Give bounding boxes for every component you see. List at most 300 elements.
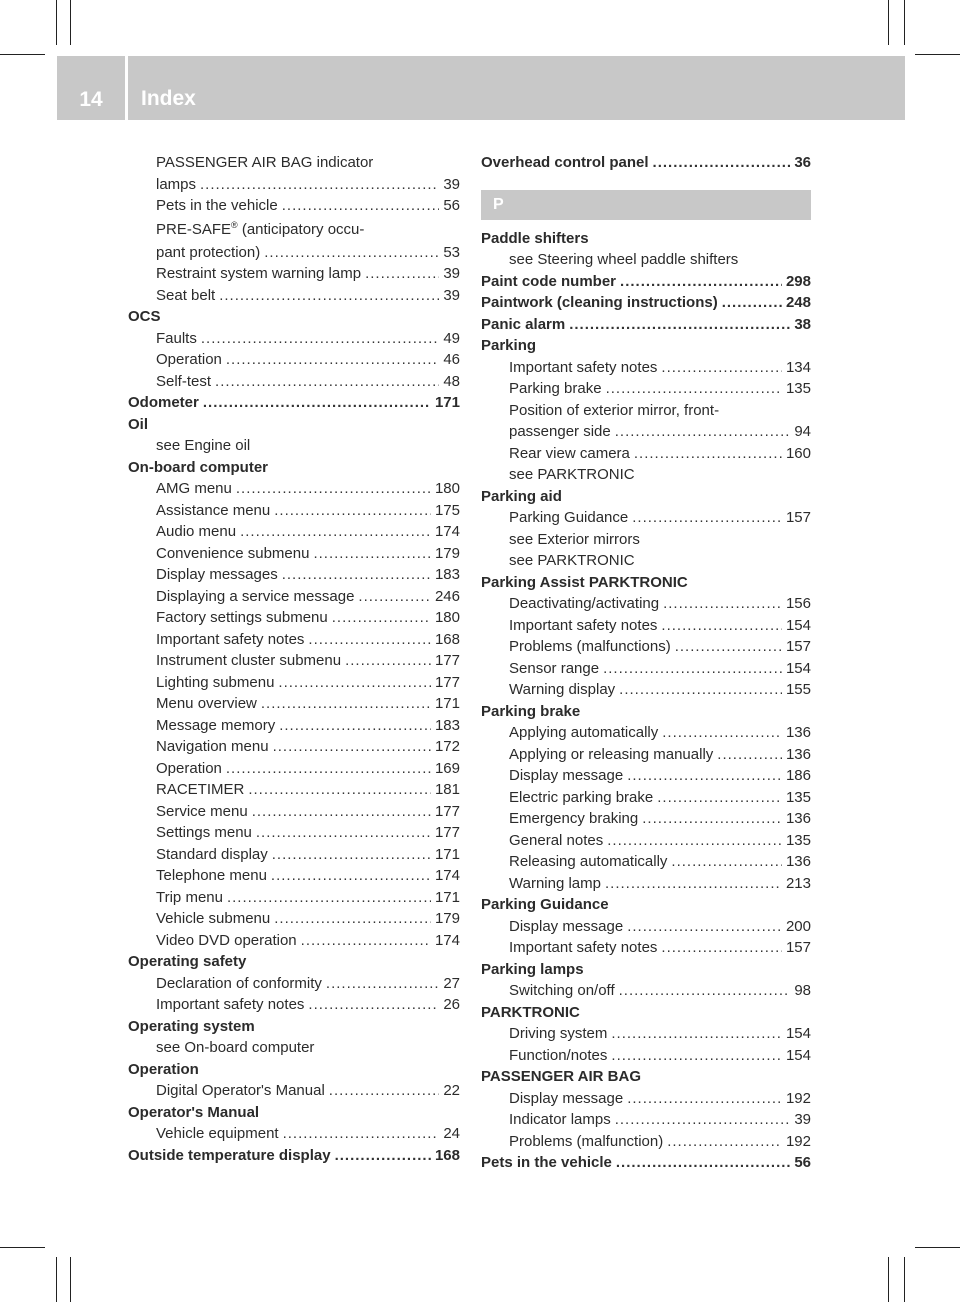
page-number: 14 <box>79 88 103 111</box>
entry-label: Operating system <box>128 1017 255 1035</box>
page-ref: 39 <box>443 265 460 282</box>
entry-label: Important safety notes <box>509 616 658 634</box>
page-ref: 172 <box>434 738 460 755</box>
dot-leader <box>611 1045 782 1067</box>
page-ref: 171 <box>434 888 460 906</box>
page-ref: 46 <box>443 351 460 368</box>
page-ref: 180 <box>434 609 460 626</box>
index-subentry <box>128 973 460 995</box>
index-entry <box>128 951 460 973</box>
entry-label: Driving system <box>509 1025 608 1042</box>
entry-label: Factory settings submenu <box>156 609 328 626</box>
index-subentry <box>128 217 460 242</box>
page-ref: 213 <box>785 874 811 892</box>
index-subentry <box>481 744 811 766</box>
index-entry <box>481 292 811 314</box>
entry-label: Outside temperature display <box>128 1146 331 1164</box>
entry-label: Convenience submenu <box>156 544 310 562</box>
page-ref: 48 <box>443 372 460 390</box>
dot-leader <box>627 1088 782 1110</box>
dot-leader <box>671 851 782 873</box>
dot-leader <box>273 736 431 758</box>
entry-label: Display message <box>509 917 624 935</box>
page-ref: 94 <box>794 423 811 440</box>
page-ref: 154 <box>785 659 811 677</box>
dot-leader <box>675 636 782 658</box>
entry-label: Overhead control panel <box>481 154 649 171</box>
index-entry <box>128 1059 460 1081</box>
index-subentry <box>481 1023 811 1045</box>
index-subentry <box>481 1045 811 1067</box>
dot-leader <box>308 994 439 1016</box>
index-subentry <box>481 658 811 680</box>
index-subentry <box>128 328 460 350</box>
dot-leader <box>657 787 782 809</box>
page-ref: 192 <box>785 1132 811 1150</box>
index-entry <box>481 314 811 336</box>
page-ref: 177 <box>434 802 460 820</box>
entry-label: Seat belt <box>156 286 216 304</box>
entry-label: Audio menu <box>156 523 237 540</box>
dot-leader <box>653 152 791 174</box>
page-ref: 183 <box>434 566 460 583</box>
entry-label: pant protection) <box>156 243 261 261</box>
entry-label: Parking Guidance <box>509 509 629 526</box>
dot-leader <box>226 758 431 780</box>
index-subentry <box>481 851 811 873</box>
index-subentry <box>481 787 811 809</box>
entry-label: lamps <box>156 175 197 193</box>
entry-label: Emergency braking <box>509 810 639 827</box>
index-subentry <box>481 593 811 615</box>
dot-leader <box>226 349 439 371</box>
dot-leader <box>301 930 431 952</box>
dot-leader <box>627 765 782 787</box>
page-ref: 136 <box>785 724 811 741</box>
entry-label: Parking Guidance <box>481 896 609 913</box>
index-entry <box>128 306 460 328</box>
dot-leader <box>215 371 439 393</box>
index-column-left <box>128 152 460 1166</box>
entry-label: see Engine oil <box>156 437 251 454</box>
page-ref: 179 <box>434 910 460 927</box>
page-ref: 174 <box>434 523 460 540</box>
dot-leader <box>667 1131 782 1153</box>
page-ref: 22 <box>443 1082 460 1099</box>
entry-label: see Exterior mirrors <box>509 530 640 548</box>
crop-mark <box>70 1257 71 1302</box>
page-ref: 136 <box>785 853 811 870</box>
dot-leader <box>248 779 431 801</box>
entry-label: Paint code number <box>481 272 617 290</box>
dot-leader <box>605 873 782 895</box>
crop-mark <box>888 0 889 45</box>
entry-label: Warning lamp <box>509 874 601 892</box>
dot-leader <box>615 1109 791 1131</box>
dot-leader <box>661 937 782 959</box>
index-subentry <box>481 464 811 486</box>
page-ref: 134 <box>785 358 811 376</box>
entry-label: Paintwork (cleaning instructions) <box>481 294 718 311</box>
page-ref: 157 <box>785 509 811 526</box>
page-ref: 169 <box>434 759 460 777</box>
entry-label: Instrument cluster submenu <box>156 652 342 669</box>
entry-label: Switching on/off <box>509 982 615 999</box>
index-entry <box>481 1152 811 1174</box>
page-ref: 171 <box>434 845 460 863</box>
entry-label: Odometer <box>128 394 199 411</box>
page-ref: 180 <box>434 480 460 497</box>
entry-label: Faults <box>156 329 197 347</box>
entry-label: Parking Assist PARKTRONIC <box>481 573 688 591</box>
page-ref: 168 <box>434 1146 460 1164</box>
page-ref: 156 <box>785 595 811 612</box>
entry-label: Oil <box>128 415 149 433</box>
entry-label: Applying automatically <box>509 724 659 741</box>
index-letter-heading: P <box>481 190 811 220</box>
index-subentry <box>128 1037 460 1059</box>
index-entry <box>481 959 811 981</box>
entry-label: Problems (malfunction) <box>509 1132 664 1150</box>
dot-leader <box>607 830 782 852</box>
page-ref: 157 <box>785 638 811 655</box>
dot-leader <box>272 844 431 866</box>
entry-label: Digital Operator's Manual <box>156 1082 325 1099</box>
index-subentry <box>481 421 811 443</box>
dot-leader <box>274 908 431 930</box>
dot-leader <box>332 607 431 629</box>
entry-label: Rear view camera <box>509 444 630 462</box>
entry-label: Vehicle equipment <box>156 1125 279 1142</box>
dot-leader <box>619 679 782 701</box>
index-subentry <box>128 586 460 608</box>
entry-label: Display message <box>509 767 624 784</box>
index-subentry <box>128 715 460 737</box>
entry-label: Display message <box>509 1089 624 1107</box>
page-ref: 177 <box>434 824 460 841</box>
page-ref: 39 <box>794 1111 811 1128</box>
entry-label: Releasing automatically <box>509 853 668 870</box>
page-ref: 175 <box>434 501 460 519</box>
dot-leader <box>203 392 431 414</box>
entry-label: PASSENGER AIR BAG indicator <box>156 154 374 171</box>
dot-leader <box>569 314 790 336</box>
index-subentry <box>481 1131 811 1153</box>
dot-leader <box>335 1145 431 1167</box>
entry-label: General notes <box>509 831 604 849</box>
page-ref: 246 <box>434 587 460 605</box>
dot-leader <box>663 593 782 615</box>
entry-label: Settings menu <box>156 824 252 841</box>
dot-leader <box>365 263 439 285</box>
entry-label: Video DVD operation <box>156 931 297 949</box>
index-subentry <box>128 908 460 930</box>
dot-leader <box>201 328 439 350</box>
page-ref: 24 <box>443 1125 460 1142</box>
entry-label: AMG menu <box>156 480 232 497</box>
dot-leader <box>634 443 782 465</box>
entry-label: Important safety notes <box>156 630 305 648</box>
page-ref: 154 <box>785 1025 811 1042</box>
page-ref: 186 <box>785 767 811 784</box>
page-ref: 298 <box>785 272 811 290</box>
page-ref: 177 <box>434 652 460 669</box>
index-subentry <box>481 830 811 852</box>
entry-label: Restraint system warning lamp <box>156 265 362 282</box>
index-entry <box>481 572 811 594</box>
entry-label: Operation <box>156 759 222 777</box>
page-ref: 171 <box>434 394 460 411</box>
crop-mark <box>0 54 45 55</box>
index-subentry <box>128 736 460 758</box>
page-ref: 39 <box>443 175 460 193</box>
entry-label: Indicator lamps <box>509 1111 611 1128</box>
index-entry <box>128 1016 460 1038</box>
page-ref: 154 <box>785 1046 811 1064</box>
index-subentry <box>481 529 811 551</box>
entry-label: Declaration of conformity <box>156 974 322 992</box>
dot-leader <box>278 672 431 694</box>
index-subentry <box>128 693 460 715</box>
dot-leader <box>662 722 782 744</box>
entry-label: Pets in the vehicle <box>156 197 278 214</box>
index-subentry <box>128 371 460 393</box>
dot-leader <box>603 658 782 680</box>
dot-leader <box>271 865 431 887</box>
page-ref: 136 <box>785 810 811 827</box>
index-entry <box>481 271 811 293</box>
index-subentry <box>128 801 460 823</box>
index-subentry <box>128 521 460 543</box>
dot-leader <box>717 744 782 766</box>
page-ref: 27 <box>443 974 460 992</box>
entry-label: Parking aid <box>481 487 562 505</box>
page-ref: 155 <box>785 681 811 698</box>
index-subentry <box>481 249 811 271</box>
index-column-right <box>481 152 811 1174</box>
index-entry <box>481 228 811 250</box>
page-ref: 181 <box>434 781 460 798</box>
entry-label: On-board computer <box>128 458 269 476</box>
index-entry <box>481 894 811 916</box>
entry-label: Lighting submenu <box>156 673 275 691</box>
index-subentry <box>128 478 460 500</box>
dot-leader <box>236 478 431 500</box>
dot-leader <box>282 195 440 217</box>
page-ref: 56 <box>794 1154 811 1171</box>
dot-leader <box>274 500 431 522</box>
entry-label: Deactivating/activating <box>509 595 660 612</box>
index-subentry <box>128 564 460 586</box>
page-ref: 135 <box>785 380 811 397</box>
dot-leader <box>283 1123 440 1145</box>
entry-label: Assistance menu <box>156 501 271 519</box>
entry-label: Parking brake <box>509 380 602 397</box>
index-subentry <box>128 263 460 285</box>
page-ref: 174 <box>434 867 460 884</box>
entry-label: see On-board computer <box>156 1039 315 1056</box>
page-ref: 135 <box>785 831 811 849</box>
dot-leader <box>642 808 782 830</box>
dot-leader <box>313 543 431 565</box>
index-entry <box>481 335 811 357</box>
index-subentry <box>481 808 811 830</box>
entry-label: Function/notes <box>509 1046 608 1064</box>
index-subentry <box>481 615 811 637</box>
entry-label: Self-test <box>156 372 212 390</box>
dot-leader <box>329 1080 440 1102</box>
page-ref: 200 <box>785 917 811 935</box>
index-subentry <box>128 650 460 672</box>
dot-leader <box>326 973 439 995</box>
entry-label: passenger side <box>509 423 611 440</box>
page-ref: 36 <box>794 154 811 171</box>
index-subentry <box>128 758 460 780</box>
page-ref: 56 <box>443 197 460 214</box>
crop-mark <box>56 1257 57 1302</box>
index-subentry <box>481 550 811 572</box>
index-subentry <box>128 435 460 457</box>
index-subentry <box>128 865 460 887</box>
index-subentry <box>128 629 460 651</box>
section-title: Index <box>141 87 196 110</box>
page-ref: 179 <box>434 544 460 562</box>
entry-label: Electric parking brake <box>509 788 654 806</box>
page-header <box>57 56 905 120</box>
index-subentry <box>128 195 460 217</box>
index-subentry <box>128 500 460 522</box>
page-ref: 171 <box>434 695 460 712</box>
entry-label: Menu overview <box>156 695 257 712</box>
index-subentry <box>128 822 460 844</box>
entry-label: Standard display <box>156 845 268 863</box>
index-subentry <box>481 400 811 422</box>
entry-label: Paddle shifters <box>481 229 589 247</box>
entry-label: PASSENGER AIR BAG <box>481 1068 642 1085</box>
page-ref: 192 <box>785 1089 811 1107</box>
index-subentry <box>481 937 811 959</box>
index-subentry <box>128 174 460 196</box>
entry-label: Operating safety <box>128 953 247 970</box>
index-subentry <box>481 1109 811 1131</box>
dot-leader <box>661 357 782 379</box>
crop-mark <box>70 0 71 45</box>
index-entry <box>128 1102 460 1124</box>
entry-label: Parking <box>481 337 537 354</box>
index-entry <box>128 392 460 414</box>
index-subentry <box>128 242 460 264</box>
entry-label: PRE-SAFE® (anticipatory occu- <box>156 219 365 238</box>
crop-mark <box>915 54 960 55</box>
dot-leader <box>240 521 431 543</box>
entry-label: Panic alarm <box>481 315 566 333</box>
index-subentry <box>128 1080 460 1102</box>
dot-leader <box>252 801 431 823</box>
entry-label: Telephone menu <box>156 867 267 884</box>
dot-leader <box>227 887 431 909</box>
crop-mark <box>915 1247 960 1248</box>
index-subentry <box>481 916 811 938</box>
index-subentry <box>481 636 811 658</box>
index-subentry <box>128 844 460 866</box>
entry-label: Vehicle submenu <box>156 910 271 927</box>
dot-leader <box>615 421 791 443</box>
index-entry <box>481 701 811 723</box>
entry-label: Display messages <box>156 566 278 583</box>
dot-leader <box>219 285 439 307</box>
page-ref: 49 <box>443 329 460 347</box>
page-ref: 154 <box>785 616 811 634</box>
dot-leader <box>345 650 431 672</box>
index-subentry <box>481 980 811 1002</box>
crop-mark <box>0 1247 45 1248</box>
dot-leader <box>606 378 782 400</box>
crop-mark <box>904 0 905 45</box>
index-subentry <box>128 285 460 307</box>
entry-label: Parking brake <box>481 702 581 720</box>
page-ref: 157 <box>785 939 811 956</box>
entry-label: see Steering wheel paddle shifters <box>509 251 739 268</box>
entry-label: Important safety notes <box>156 996 305 1013</box>
index-entry <box>128 414 460 436</box>
page-ref: 53 <box>443 243 460 261</box>
dot-leader <box>200 174 439 196</box>
index-subentry <box>128 349 460 371</box>
entry-label: Message memory <box>156 716 276 734</box>
entry-label: PARKTRONIC <box>481 1003 580 1021</box>
index-entry <box>481 486 811 508</box>
index-subentry <box>128 607 460 629</box>
header-divider <box>125 56 128 120</box>
dot-leader <box>616 1152 790 1174</box>
index-subentry <box>128 994 460 1016</box>
entry-label: Sensor range <box>509 659 600 677</box>
dot-leader <box>620 271 782 293</box>
entry-label: RACETIMER <box>156 781 245 798</box>
dot-leader <box>282 564 431 586</box>
entry-label: Service menu <box>156 802 248 820</box>
entry-label: Displaying a service message <box>156 587 355 605</box>
index-entry <box>128 457 460 479</box>
index-subentry <box>128 930 460 952</box>
index-subentry <box>481 507 811 529</box>
entry-label: Operation <box>156 351 222 368</box>
page-ref: 98 <box>794 982 811 999</box>
index-subentry <box>128 543 460 565</box>
dot-leader <box>256 822 431 844</box>
entry-label: Navigation menu <box>156 738 269 755</box>
entry-label: Position of exterior mirror, front- <box>509 401 720 419</box>
dot-leader <box>661 615 782 637</box>
page-ref: 174 <box>434 931 460 949</box>
entry-label: Applying or releasing manually <box>509 745 714 763</box>
dot-leader <box>722 292 782 314</box>
index-subentry <box>481 873 811 895</box>
page-ref: 160 <box>785 444 811 462</box>
entry-label: Important safety notes <box>509 939 658 956</box>
dot-leader <box>264 242 439 264</box>
index-subentry <box>128 1123 460 1145</box>
index-subentry <box>481 378 811 400</box>
page-ref: 136 <box>785 745 811 763</box>
index-entry <box>128 1145 460 1167</box>
page-ref: 135 <box>785 788 811 806</box>
index-subentry <box>128 779 460 801</box>
index-entry <box>481 1066 811 1088</box>
index-subentry <box>481 679 811 701</box>
entry-label: Trip menu <box>156 888 223 906</box>
page-ref: 38 <box>794 315 811 333</box>
